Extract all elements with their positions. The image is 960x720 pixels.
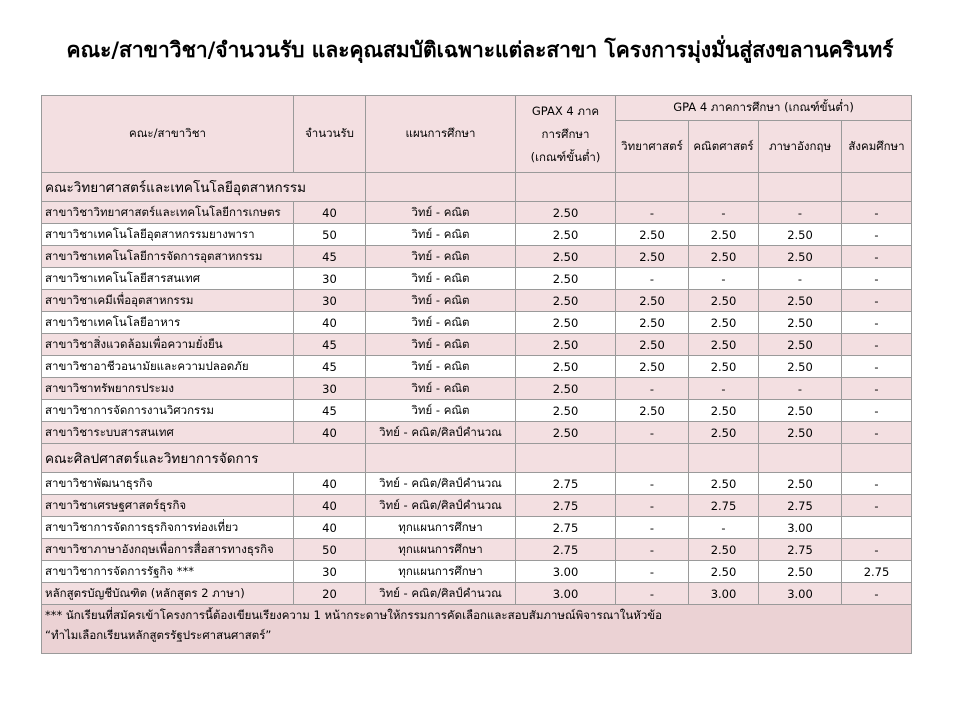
header-plan: แผนการศึกษา — [366, 96, 516, 173]
section-empty-cell — [759, 173, 842, 202]
cell-program: สาขาวิชาเทคโนโลยีสารสนเทศ — [42, 268, 294, 290]
table-body — [42, 173, 912, 605]
cell-english: 2.50 — [759, 422, 842, 444]
page-title: คณะ/สาขาวิชา/จำนวนรับ และคุณสมบัติเฉพาะแต่ละสาขา โครงการมุ่งมั่นสู่สงขลานครินทร์ — [66, 38, 894, 62]
cell-social: - — [842, 539, 912, 561]
header-math: คณิตศาสตร์ — [689, 121, 759, 173]
cell-social: - — [842, 495, 912, 517]
cell-science: - — [616, 378, 689, 400]
section-row — [42, 173, 912, 202]
cell-math: 2.50 — [689, 334, 759, 356]
cell-plan: วิทย์ - คณิต — [366, 400, 516, 422]
header-row-1 — [42, 96, 912, 121]
cell-social: - — [842, 400, 912, 422]
cell-quota: 30 — [294, 268, 366, 290]
cell-math: 2.50 — [689, 224, 759, 246]
cell-plan: วิทย์ - คณิต/ศิลป์คำนวณ — [366, 583, 516, 605]
cell-gpax: 2.50 — [516, 356, 616, 378]
section-empty-cell — [759, 444, 842, 473]
header-gpax-line3: (เกณฑ์ขั้นต่ำ) — [530, 149, 601, 164]
cell-program: สาขาวิชาทรัพยากรประมง — [42, 378, 294, 400]
admission-table — [41, 95, 912, 654]
cell-program: สาขาวิชาระบบสารสนเทศ — [42, 422, 294, 444]
cell-social: - — [842, 378, 912, 400]
cell-quota: 40 — [294, 422, 366, 444]
cell-gpax: 3.00 — [516, 583, 616, 605]
section-empty-cell — [616, 444, 689, 473]
cell-plan: ทุกแผนการศึกษา — [366, 539, 516, 561]
table-row — [42, 422, 912, 444]
cell-plan: วิทย์ - คณิต — [366, 334, 516, 356]
section-empty-cell — [516, 444, 616, 473]
cell-english: 2.50 — [759, 312, 842, 334]
cell-science: - — [616, 422, 689, 444]
cell-gpax: 2.75 — [516, 495, 616, 517]
cell-math: 2.50 — [689, 312, 759, 334]
cell-science: - — [616, 539, 689, 561]
cell-english: - — [759, 268, 842, 290]
cell-social: - — [842, 583, 912, 605]
table-row — [42, 268, 912, 290]
table-row — [42, 539, 912, 561]
cell-english: - — [759, 378, 842, 400]
cell-program: สาขาวิชาการจัดการรัฐกิจ *** — [42, 561, 294, 583]
cell-quota: 30 — [294, 378, 366, 400]
cell-science: - — [616, 495, 689, 517]
table-row — [42, 334, 912, 356]
table-row — [42, 224, 912, 246]
cell-gpax: 2.50 — [516, 224, 616, 246]
cell-quota: 40 — [294, 495, 366, 517]
header-english: ภาษาอังกฤษ — [759, 121, 842, 173]
section-title: คณะวิทยาศาสตร์และเทคโนโลยีอุตสาหกรรม — [42, 173, 366, 202]
cell-social: - — [842, 422, 912, 444]
cell-quota: 30 — [294, 290, 366, 312]
cell-gpax: 2.50 — [516, 378, 616, 400]
table-row — [42, 246, 912, 268]
cell-social — [842, 517, 912, 539]
cell-plan: วิทย์ - คณิต/ศิลป์คำนวณ — [366, 495, 516, 517]
cell-english: - — [759, 202, 842, 224]
cell-plan: วิทย์ - คณิต — [366, 312, 516, 334]
cell-english: 2.50 — [759, 334, 842, 356]
cell-math: - — [689, 517, 759, 539]
cell-program: สาขาวิชาอาชีวอนามัยและความปลอดภัย — [42, 356, 294, 378]
table-row — [42, 473, 912, 495]
table-row — [42, 202, 912, 224]
section-empty-cell — [842, 173, 912, 202]
cell-math: 2.50 — [689, 422, 759, 444]
cell-quota: 50 — [294, 539, 366, 561]
cell-plan: วิทย์ - คณิต — [366, 224, 516, 246]
cell-science: - — [616, 517, 689, 539]
cell-program: สาขาวิชาเศรษฐศาสตร์ธุรกิจ — [42, 495, 294, 517]
table-row — [42, 290, 912, 312]
cell-math: - — [689, 378, 759, 400]
cell-program: สาขาวิชาการจัดการงานวิศวกรรม — [42, 400, 294, 422]
cell-science: - — [616, 583, 689, 605]
cell-gpax: 2.50 — [516, 422, 616, 444]
cell-program: หลักสูตรบัญชีบัณฑิต (หลักสูตร 2 ภาษา) — [42, 583, 294, 605]
cell-science: - — [616, 202, 689, 224]
cell-program: สาขาวิชาสิ่งแวดล้อมเพื่อความยั่งยืน — [42, 334, 294, 356]
cell-social: - — [842, 312, 912, 334]
header-social: สังคมศึกษา — [842, 121, 912, 173]
cell-program: สาขาวิชาเคมีเพื่ออุตสาหกรรม — [42, 290, 294, 312]
cell-social: - — [842, 290, 912, 312]
header-gpax-line2: การศึกษา — [541, 126, 590, 141]
cell-quota: 45 — [294, 334, 366, 356]
cell-science: 2.50 — [616, 400, 689, 422]
footnote-line2: “ทำไมเลือกเรียนหลักสูตรรัฐประศาสนศาสตร์” — [45, 628, 272, 642]
cell-plan: วิทย์ - คณิต — [366, 246, 516, 268]
cell-english: 2.50 — [759, 290, 842, 312]
cell-quota: 45 — [294, 356, 366, 378]
section-empty-cell — [689, 173, 759, 202]
table-row — [42, 495, 912, 517]
header-quota: จำนวนรับ — [294, 96, 366, 173]
cell-math: - — [689, 202, 759, 224]
header-gpax-line1: GPAX 4 ภาค — [531, 103, 600, 118]
cell-gpax: 2.75 — [516, 473, 616, 495]
cell-social: 2.75 — [842, 561, 912, 583]
header-gpax — [516, 96, 616, 173]
footnote — [42, 605, 912, 654]
cell-quota: 30 — [294, 561, 366, 583]
cell-gpax: 2.50 — [516, 290, 616, 312]
cell-social: - — [842, 356, 912, 378]
cell-program: สาขาวิชาเทคโนโลยีอุตสาหกรรมยางพารา — [42, 224, 294, 246]
cell-english: 3.00 — [759, 517, 842, 539]
cell-social: - — [842, 246, 912, 268]
table-row — [42, 400, 912, 422]
table-row — [42, 583, 912, 605]
cell-english: 2.75 — [759, 539, 842, 561]
cell-gpax: 2.50 — [516, 268, 616, 290]
cell-gpax: 2.50 — [516, 246, 616, 268]
cell-math: 2.50 — [689, 561, 759, 583]
cell-gpax: 2.75 — [516, 517, 616, 539]
cell-quota: 40 — [294, 202, 366, 224]
cell-science: 2.50 — [616, 224, 689, 246]
cell-math: 2.50 — [689, 290, 759, 312]
cell-english: 2.50 — [759, 473, 842, 495]
cell-plan: วิทย์ - คณิต — [366, 202, 516, 224]
cell-english: 2.50 — [759, 224, 842, 246]
cell-math: 3.00 — [689, 583, 759, 605]
cell-quota: 40 — [294, 312, 366, 334]
section-empty-cell — [842, 444, 912, 473]
section-row — [42, 444, 912, 473]
cell-science: - — [616, 268, 689, 290]
header-faculty: คณะ/สาขาวิชา — [42, 96, 294, 173]
cell-gpax: 2.50 — [516, 400, 616, 422]
cell-math: 2.50 — [689, 473, 759, 495]
cell-english: 3.00 — [759, 583, 842, 605]
table-row — [42, 561, 912, 583]
cell-plan: ทุกแผนการศึกษา — [366, 561, 516, 583]
cell-gpax: 2.50 — [516, 202, 616, 224]
cell-math: 2.50 — [689, 356, 759, 378]
section-title: คณะศิลปศาสตร์และวิทยาการจัดการ — [42, 444, 366, 473]
cell-english: 2.50 — [759, 356, 842, 378]
cell-social: - — [842, 224, 912, 246]
cell-quota: 45 — [294, 400, 366, 422]
cell-science: 2.50 — [616, 334, 689, 356]
cell-program: สาขาวิชาเทคโนโลยีอาหาร — [42, 312, 294, 334]
cell-quota: 50 — [294, 224, 366, 246]
cell-quota: 20 — [294, 583, 366, 605]
cell-social: - — [842, 202, 912, 224]
cell-gpax: 2.50 — [516, 334, 616, 356]
cell-math: 2.50 — [689, 246, 759, 268]
cell-science: 2.50 — [616, 290, 689, 312]
footnote-row — [42, 605, 912, 654]
section-empty-cell — [366, 173, 516, 202]
cell-science: - — [616, 473, 689, 495]
cell-plan: วิทย์ - คณิต — [366, 378, 516, 400]
cell-quota: 45 — [294, 246, 366, 268]
cell-plan: วิทย์ - คณิต — [366, 356, 516, 378]
header-gpa-group: GPA 4 ภาคการศึกษา (เกณฑ์ขั้นต่ำ) — [616, 96, 912, 121]
table-row — [42, 517, 912, 539]
cell-math: - — [689, 268, 759, 290]
header-science: วิทยาศาสตร์ — [616, 121, 689, 173]
cell-plan: วิทย์ - คณิต — [366, 268, 516, 290]
cell-program: สาขาวิชาเทคโนโลยีการจัดการอุตสาหกรรม — [42, 246, 294, 268]
footnote-line1: *** นักเรียนที่สมัครเข้าโครงการนี้ต้องเขียนเรียงความ 1 หน้ากระดาษให้กรรมการคัดเลือกและสอบสัมภาษณ์พิจารณาในหัวข้อ — [45, 608, 663, 622]
cell-science: 2.50 — [616, 356, 689, 378]
cell-english: 2.75 — [759, 495, 842, 517]
cell-english: 2.50 — [759, 246, 842, 268]
cell-science: 2.50 — [616, 246, 689, 268]
cell-social: - — [842, 268, 912, 290]
cell-gpax: 2.50 — [516, 312, 616, 334]
section-empty-cell — [366, 444, 516, 473]
cell-math: 2.75 — [689, 495, 759, 517]
cell-plan: วิทย์ - คณิต/ศิลป์คำนวณ — [366, 473, 516, 495]
table-row — [42, 378, 912, 400]
cell-program: สาขาวิชาภาษาอังกฤษเพื่อการสื่อสารทางธุรกิจ — [42, 539, 294, 561]
cell-social: - — [842, 334, 912, 356]
cell-program: สาขาวิชาการจัดการธุรกิจการท่องเที่ยว — [42, 517, 294, 539]
section-empty-cell — [689, 444, 759, 473]
section-empty-cell — [516, 173, 616, 202]
cell-plan: วิทย์ - คณิต/ศิลป์คำนวณ — [366, 422, 516, 444]
section-empty-cell — [616, 173, 689, 202]
cell-gpax: 3.00 — [516, 561, 616, 583]
cell-english: 2.50 — [759, 400, 842, 422]
cell-social: - — [842, 473, 912, 495]
cell-plan: วิทย์ - คณิต — [366, 290, 516, 312]
table-row — [42, 312, 912, 334]
cell-math: 2.50 — [689, 539, 759, 561]
cell-program: สาขาวิชาพัฒนาธุรกิจ — [42, 473, 294, 495]
cell-program: สาขาวิชาวิทยาศาสตร์และเทคโนโลยีการเกษตร — [42, 202, 294, 224]
cell-science: - — [616, 561, 689, 583]
cell-quota: 40 — [294, 517, 366, 539]
table-row — [42, 356, 912, 378]
cell-math: 2.50 — [689, 400, 759, 422]
cell-english: 2.50 — [759, 561, 842, 583]
cell-quota: 40 — [294, 473, 366, 495]
cell-plan: ทุกแผนการศึกษา — [366, 517, 516, 539]
cell-gpax: 2.75 — [516, 539, 616, 561]
cell-science: 2.50 — [616, 312, 689, 334]
